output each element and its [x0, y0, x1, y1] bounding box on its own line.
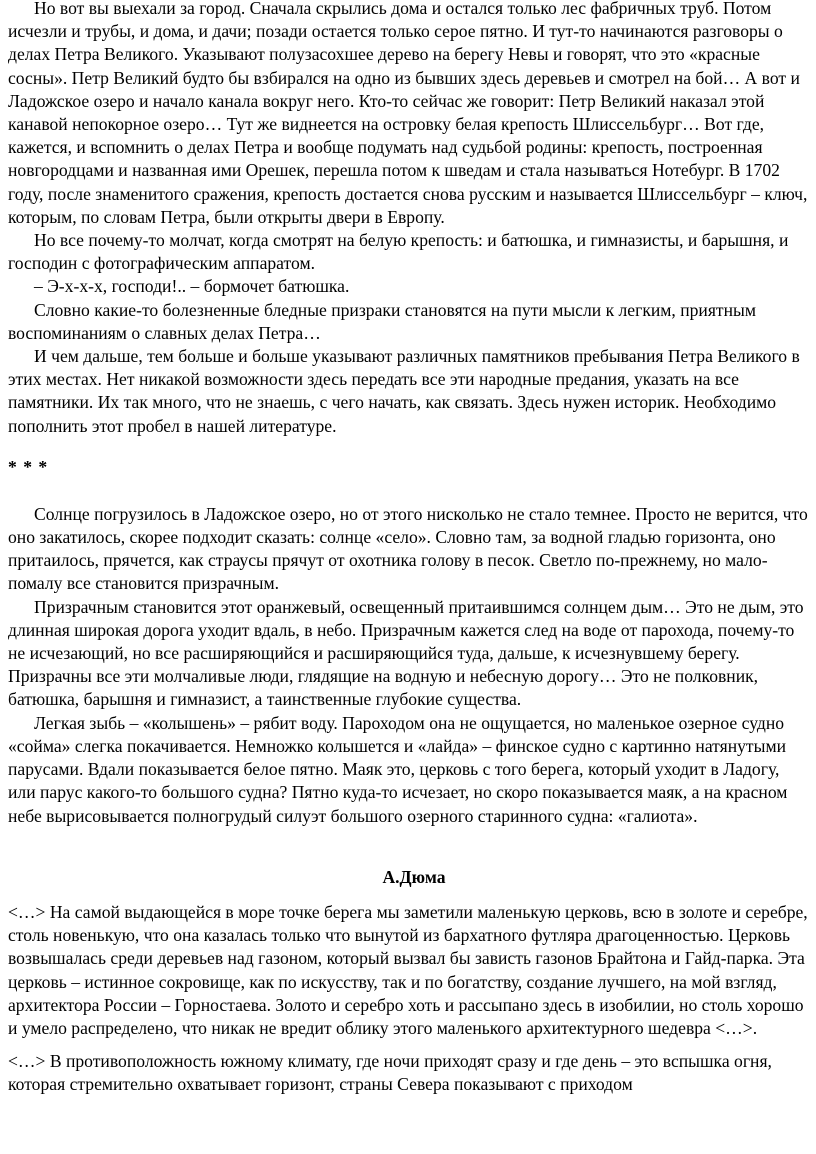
paragraph: <…> В противоположность южному климату, где ночи приходят сразу и где день – это вспышка огня, которая стремительно охватывает горизонт, страны Севера показывают с приходом [8, 1051, 772, 1095]
paragraph: Призрачным становится этот оранжевый, освещенный притаившимся солнцем дым… Это не дым, это длинная широкая дорога уходит вдаль, в небо. Призрачным кажется след на воде от парохода, почему-то не исчезающий, но все расширяющийся и расширяющийся туда, дальше, к исчезнувшему берегу. Призрачны все эти молчаливые люди, глядящие на водную и небесную дорогу… Это не полковник, батюшка, барышня и гимназист, а таинственные глубокие существа. [8, 596, 804, 710]
paragraph: Легкая зыбь – «колышень» – рябит воду. Пароходом она не ощущается, но маленькое озерное судно «сойма» слегка покачивается. Немножко колышется и «лайда» – финское судно с картинно натянутыми парусами. Вдали показывается белое пятно. Маяк это, церковь с того берега, который уходит в Ладогу, или парус какого-то большого судна? Пятно куда-то исчезает, но скоро показывается маяк, а на красном небе вырисовывается полногрудый силуэт большого озерного старинного судна: «галиота». [8, 712, 788, 826]
paragraph: И чем дальше, тем больше и больше указывают различных памятников пребывания Петра Великого в этих местах. Нет никакой возможности здесь передать все эти народные предания, указать на все памятники. Их так много, что не знаешь, с чего начать, как связать. Здесь нужен историк. Необходимо пополнить этот пробел в нашей литературе. [8, 346, 800, 436]
author-heading: А.Дюма [382, 866, 446, 887]
section-divider: * * * [8, 456, 49, 477]
paragraph: Но вот вы выехали за город. Сначала скрылись дома и остался только лес фабричных труб. Потом исчезли и трубы, и дома, и дачи; позади остается только серое пятно. И тут-то начинаются разговоры о делах Петра Великого. Указывают полузасохшее дерево на берегу Невы и говорят, что это «красные сосны». Петр Великий будто бы взбирался на одно из бывших здесь деревьев и смотрел на бой… А вот и Ладожское озеро и начало канала вокруг него. Кто-то сейчас же говорит: Петр Великий наказал этой канавой непокорное озеро… Тут же виднеется на островку белая крепость Шлиссельбург… Вот где, кажется, и вспомнить о делах Петра и вообще подумать над судьбой родины: крепость, построенная новгородцами и названная ими Орешек, перешла потом к шведам и стала называться Нотебург. В 1702 году, после знаменитого сражения, крепость достается снова русским и называется Шлиссельбург – ключ, которым, по словам Петра, были открыты двери в Европу. [8, 0, 808, 227]
paragraph: Но все почему-то молчат, когда смотрят на белую крепость: и батюшка, и гимназисты, и барышня, и господин с фотографическим аппаратом. [8, 230, 789, 274]
section-travel-narrative [8, 0, 810, 438]
paragraph: <…> На самой выдающейся в море точке берега мы заметили маленькую церковь, всю в золоте и серебре, столь новенькую, что она казалась только что вынутой из бархатного футляра драгоценностью. Церковь возвышалась среди деревьев над газоном, который вызвал бы зависть газонов Брайтона и Гайд-парка. Эта церковь – истинное сокровище, как по искусству, так и по богатству, создание лучшего, на мой взгляд, архитектора России – Горностаева. Золото и серебро хоть и рассыпано здесь в изобилии, но столь хорошо и умело распределено, что никак не вредит облику этого маленького архитектурного шедевра <…>. [8, 901, 808, 1038]
section-dumas-excerpt [8, 901, 810, 1097]
paragraph: – Э-х-х-х, господи!.. – бормочет батюшка. [34, 276, 350, 297]
paragraph: Солнце погрузилось в Ладожское озеро, но от этого нисколько не стало темнее. Просто не верится, что оно закатилось, скорее подходит сказать: солнце «село». Словно там, за водной гладью горизонта, оно притаилось, прячется, как страусы прячут от охотника голову в песок. Светло по-прежнему, но мало-помалу все становится призрачным. [8, 503, 808, 594]
section-sunset [8, 503, 810, 828]
paragraph: Словно какие-то болезненные бледные призраки становятся на пути мысли к легким, приятным воспоминаниям о славных делах Петра… [8, 299, 756, 343]
